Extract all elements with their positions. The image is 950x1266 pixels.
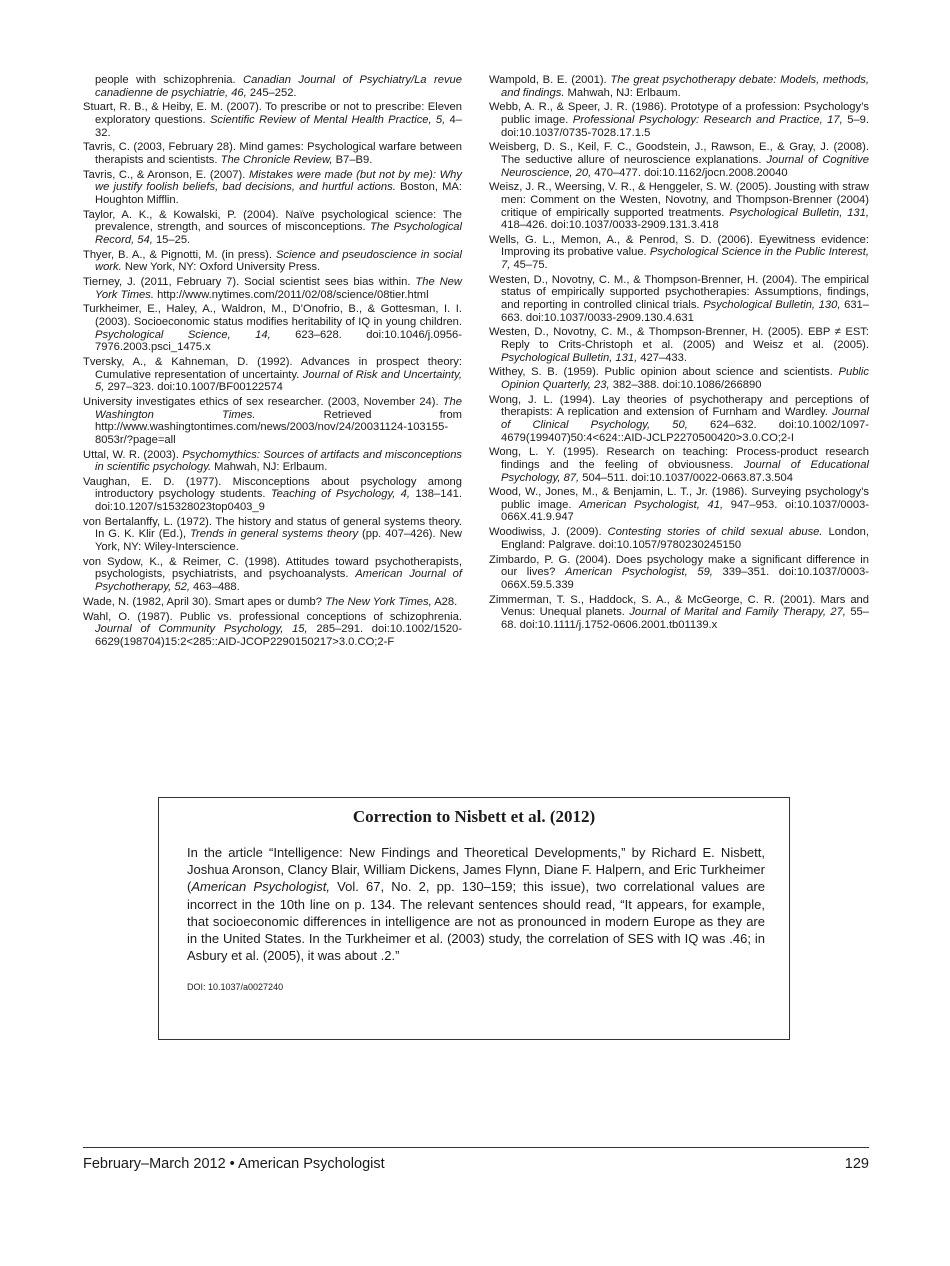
reference-details: 297–323. doi:10.1007/BF00122574 [104, 381, 283, 394]
reference-text: Tavris, C., & Aronson, E. (2007). [83, 168, 249, 181]
reference-text: Webb, A. R., & Speer, J. R. (1986). Prototype of a profession: Psychology’s public image. [489, 101, 869, 126]
reference-entry [83, 276, 462, 301]
reference-source: Journal of Clinical Psychology, 50, [501, 406, 869, 431]
reference-entry [489, 594, 869, 632]
reference-source: Psychological Bulletin, 131, [501, 351, 638, 364]
reference-details: 245–252. [246, 86, 297, 99]
reference-entry [83, 611, 462, 649]
reference-details: Mahwah, NJ: Erlbaum. [211, 461, 328, 474]
reference-entry [489, 101, 869, 139]
footer-rule [83, 1147, 869, 1148]
reference-details: 631–663. doi:10.1037/0033-2909.130.4.631 [501, 299, 869, 324]
reference-source: Public Opinion Quarterly, 23, [501, 366, 869, 391]
reference-details: (pp. 407–426). New York, NY: Wiley-Interscience. [95, 528, 462, 554]
reference-details: 463–488. [189, 581, 240, 593]
reference-text: Tierney, J. (2011, February 7). Social scientist sees bias within. [83, 276, 416, 289]
reference-text: Taylor, A. K., & Kowalski, P. (2004). Naïve psychological science: The prevalence, strength, and sources of misconceptions. [83, 208, 462, 234]
reference-source: Professional Psychology: Research and Practice, 17, [572, 113, 843, 126]
reference-text: Turkheimer, E., Haley, A., Waldron, M., D’Onofrio, B., & Gottesman, I. I. (2003). Socioeconomic status modifies heritability of IQ in young children. [83, 303, 462, 328]
reference-details: 947–953. oi:10.1037/0003-066X.41.9.947 [501, 498, 870, 524]
reference-text: University investigates ethics of sex researcher. (2003, November 24). [83, 395, 443, 408]
reference-entry [489, 554, 869, 592]
reference-entry [489, 141, 869, 179]
reference-source: Journal of Risk and Uncertainty, 5, [95, 368, 463, 394]
reference-entry [83, 209, 462, 247]
reference-text: people with schizophrenia. [95, 74, 244, 86]
references-left-column [83, 74, 462, 651]
reference-entry [83, 74, 462, 99]
reference-source: Scientific Review of Mental Health Practice, 5, [209, 113, 446, 126]
reference-details: 470–477. doi:10.1162/jocn.2008.20040 [591, 166, 788, 179]
reference-entry [83, 476, 462, 514]
reference-text: Vaughan, E. D. (1977). Misconceptions about psychology among introductory psychology students. [83, 475, 462, 501]
reference-entry [83, 249, 462, 274]
references-right-column [489, 74, 869, 634]
reference-text: Westen, D., Novotny, C. M., & Thompson-Brenner, H. (2005). EBP ≠ EST: Reply to Crits-Christoph et al. (2005) and Weisz et al. (2005). [489, 326, 869, 351]
correction-notice-box [158, 797, 790, 1040]
reference-entry [83, 396, 462, 446]
reference-source: Journal of Marital and Family Therapy, 27, [629, 606, 846, 619]
reference-source: Trends in general systems theory [190, 528, 359, 541]
reference-entry [83, 596, 462, 609]
correction-body [187, 844, 765, 964]
correction-title: Correction to Nisbett et al. (2012) [352, 807, 596, 826]
correction-body-text-end: Vol. 67, No. 2, pp. 130–159; this issue), two correlational values are incorrect in the 10th line on p. 134. The relevant sentences should read, “It appears, for example, that socioeconomic differences in intelligence are not as pronounced in modern Europe as they are in the United States. In the Turkheimer et al. (2003) study, the correlation of SES with IQ was .46; in Asbury et al. (2005), it was about .2.” [187, 879, 765, 964]
reference-text: Wade, N. (1982, April 30). Smart apes or dumb? [83, 595, 326, 608]
reference-entry [83, 516, 462, 554]
reference-details: New York, NY: Oxford University Press. [121, 261, 321, 274]
reference-text: Woodiwiss, J. (2009). [489, 526, 608, 539]
reference-entry [489, 181, 869, 231]
reference-text: Zimmerman, T. S., Haddock, S. A., & McGeorge, C. R. (2001). Mars and Venus: Unequal planets. [489, 593, 869, 619]
reference-details: 504–511. doi:10.1037/0022-0663.87.3.504 [579, 471, 793, 484]
reference-source: Journal of Cognitive Neuroscience, 20, [501, 153, 869, 179]
reference-source: American Psychologist, 59, [564, 566, 713, 579]
reference-entry [83, 303, 462, 353]
reference-details: Mahwah, NJ: Erlbaum. [564, 86, 681, 99]
reference-entry [489, 394, 869, 444]
reference-entry [83, 141, 462, 166]
reference-entry [83, 101, 462, 139]
reference-text: Stuart, R. B., & Heiby, E. M. (2007). To prescribe or not to prescribe: Eleven exploratory questions. [83, 101, 462, 126]
reference-details: 418–426. doi:10.1037/0033-2909.131.3.418 [501, 219, 719, 232]
reference-source: American Journal of Psychotherapy, 52, [95, 568, 462, 593]
reference-entry [489, 486, 869, 524]
reference-entry [489, 526, 869, 551]
reference-text: Uttal, W. R. (2003). [83, 448, 183, 461]
reference-source: Canadian Journal of Psychiatry/La revue canadienne de psychiatrie, 46, [95, 74, 462, 99]
reference-source: Psychomythics: Sources of artifacts and misconceptions in scientific psychology. [95, 448, 463, 474]
reference-source: Psychological Bulletin, 131, [729, 206, 869, 219]
reference-entry [489, 366, 869, 391]
reference-details: Retrieved from http://www.washingtontimes.com/news/2003/nov/24/20031124-103155-8053r/?page=all [95, 408, 462, 446]
reference-source: The New York Times, [325, 595, 432, 608]
reference-details: http://www.nytimes.com/2011/02/08/science/08tier.html [153, 288, 429, 301]
reference-entry [489, 234, 869, 272]
reference-source: The New York Times. [95, 276, 462, 301]
reference-entry [489, 274, 869, 324]
reference-source: Science and pseudoscience in social work. [95, 248, 462, 274]
reference-source: Psychological Science in the Public Interest, 7, [501, 246, 869, 272]
reference-entry [83, 449, 462, 474]
reference-text: Zimbardo, P. G. (2004). Does psychology make a significant difference in our lives? [489, 553, 869, 579]
reference-text: Weisz, J. R., Weersing, V. R., & Henggeler, S. W. (2005). Jousting with straw men: Comment on the Westen, Novotny, and Thompson-Brenner (2004) critique of empirically supported treatments. [489, 181, 869, 219]
correction-body-text: In the article “Intelligence: New Findings and Theoretical Developments,” by Richard E. Nisbett, Joshua Aronson, Clancy Blair, William Dickens, James Flynn, Diane F. Halpern, and Eric Turkheimer ( [187, 845, 765, 895]
reference-details: 45–75. [510, 259, 548, 272]
reference-entry [83, 356, 462, 394]
reference-text: Wong, J. L. (1994). Lay theories of psychotherapy and perceptions of therapists: A replication and extension of Furnham and Wardley. [489, 393, 869, 419]
reference-details: 624–632. doi:10.1002/1097-4679(199407)50:4<624::AID-JCLP2270500420>3.0.CO;2-I [501, 418, 869, 444]
reference-text: Wahl, O. (1987). Public vs. professional conceptions of schizophrenia. [83, 610, 462, 623]
reference-details: 5–9. doi:10.1037/0735-7028.17.1.5 [501, 113, 869, 139]
reference-details: 623–628. doi:10.1046/j.0956-7976.2003.psci_1475.x [95, 328, 462, 354]
reference-text: Wood, W., Jones, M., & Benjamin, L. T., Jr. (1986). Surveying psychology’s public image. [489, 486, 869, 511]
reference-source: American Psychologist, 41, [579, 498, 724, 511]
reference-details: 15–25. [152, 233, 191, 246]
reference-details: 339–351. doi:10.1037/0003-066X.59.5.339 [501, 566, 869, 591]
reference-text: von Bertalanffy, L. (1972). The history and status of general systems theory. In G. K. Klir (Ed.), [83, 515, 462, 541]
reference-source: Journal of Educational Psychology, 87, [501, 458, 869, 484]
reference-source: Mistakes were made (but not by me): Why we justify foolish beliefs, bad decisions, and hurtful actions. [95, 168, 462, 194]
reference-details: 382–388. doi:10.1086/266890 [609, 378, 762, 391]
footer-page-number: 129 [844, 1156, 869, 1172]
reference-details: 138–141. doi:10.1207/s15328023top0403_9 [95, 488, 462, 514]
reference-details: Boston, MA: Houghton Mifflin. [95, 181, 463, 206]
reference-source: Teaching of Psychology, 4, [270, 488, 410, 501]
reference-text: von Sydow, K., & Reimer, C. (1998). Attitudes toward psychotherapists, psychologists, psychiatrists, and psychoanalysts. [83, 555, 462, 581]
reference-details: 285–291. doi:10.1002/1520-6629(198704)15:2<285::AID-JCOP2290150217>3.0.CO;2-F [95, 623, 462, 648]
reference-text: Westen, D., Novotny, C. M., & Thompson-Brenner, H. (2004). The empirical status of empirically supported psychotherapies: Assumptions, findings, and reporting in controlled clinical trials. [489, 273, 869, 312]
reference-entry [83, 169, 462, 207]
reference-source: Journal of Community Psychology, 15, [95, 623, 308, 636]
reference-details: 4–32. [95, 113, 462, 139]
reference-text: Thyer, B. A., & Pignotti, M. (in press). [83, 248, 276, 261]
reference-source: Psychological Science, 14, [95, 328, 271, 341]
reference-text: Withey, S. B. (1959). Public opinion about science and scientists. [489, 366, 839, 379]
correction-doi: DOI: 10.1037/a0027240 [187, 982, 284, 992]
footer-journal: February–March 2012 • American Psychologist [83, 1156, 385, 1172]
reference-text: Wells, G. L., Memon, A., & Penrod, S. D. (2006). Eyewitness evidence: Improving its probative value. [489, 233, 869, 259]
reference-text: Weisberg, D. S., Keil, F. C., Goodstein, J., Rawson, E., & Gray, J. (2008). The seductive allure of neuroscience explanations. [489, 141, 869, 166]
reference-source: Psychological Bulletin, 130, [703, 299, 841, 312]
reference-text: Wong, L. Y. (1995). Research on teaching: Process-product research findings and the feeling of obviousness. [489, 446, 869, 471]
correction-body-journal: American Psychologist, [191, 879, 331, 895]
reference-text: Wampold, B. E. (2001). [489, 74, 611, 86]
reference-details: 55–68. doi:10.1111/j.1752-0606.2001.tb01139.x [501, 606, 869, 631]
reference-details: 427–433. [637, 351, 687, 364]
reference-source: Contesting stories of child sexual abuse. [607, 526, 823, 539]
reference-details: A28. [431, 595, 458, 608]
reference-entry [489, 74, 869, 99]
reference-source: The great psychotherapy debate: Models, methods, and findings. [501, 74, 869, 99]
reference-details: B7–B9. [332, 153, 373, 166]
reference-entry [83, 556, 462, 594]
reference-text: Tavris, C. (2003, February 28). Mind games: Psychological warfare between therapists and scientists. [83, 141, 462, 166]
reference-entry [489, 446, 869, 484]
reference-text: Tversky, A., & Kahneman, D. (1992). Advances in prospect theory: Cumulative representation of uncertainty. [83, 355, 462, 381]
reference-source: The Washington Times. [95, 395, 462, 421]
reference-source: The Psychological Record, 54, [95, 221, 462, 246]
reference-details: London, England: Palgrave. doi:10.1057/9780230245150 [501, 526, 869, 551]
reference-source: The Chronicle Review, [220, 153, 333, 166]
reference-entry [489, 326, 869, 364]
